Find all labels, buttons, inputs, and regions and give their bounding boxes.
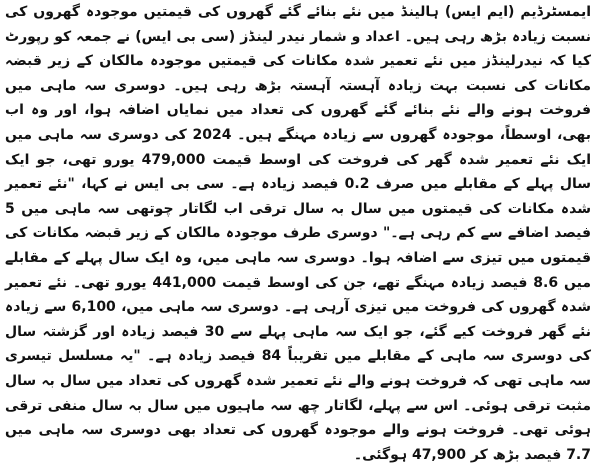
article-body: ایمسٹرڈیم (ایم ایس) ہالینڈ میں نئے بنائے گئے گھروں کی قیمتیں موجودہ گھروں کی نسبت زیادہ بڑھ رہی ہیں۔ اعداد و شمار نیدر لینڈز (سی بی ایس) نے جمعہ کو رپورٹ کیا کہ نیدرلینڈز میں نئے تعمیر شدہ مکانات کی قیمتیں موجودہ مالکان کے زیر قبضہ مکانات کی نسبت بہت زیادہ آہستہ آہستہ بڑھ رہی ہیں۔ دوسری سہ ماہی میں فروخت ہونے والے نئے بنائے گئے گھروں کی تعداد میں نمایاں اضافہ ہوا، اور وہ اب بھی، اوسطاً، موجودہ گھروں سے زیادہ مہنگے ہیں۔ 2024 کی دوسری سہ ماہی میں ایک نئے تعمیر شدہ گھر کی فروخت کی اوسط قیمت 479,000 یورو تھی، جو ایک سال پہلے کے مقابلے میں صرف 0.2 فیصد زیادہ ہے۔ سی بی ایس نے کہا، "نئے تعمیر شدہ مکانات کی قیمتوں میں سال بہ سال ترقی اب لگاتار چوتھی سہ ماہی میں 5 فیصد اضافے سے کم رہی ہے۔" دوسری طرف موجودہ مالکان کے زیر قبضہ مکانات کی قیمتوں میں تیزی سے اضافہ ہوا۔ دوسری سہ ماہی میں، وہ ایک سال پہلے کے مقابلے میں 8.6 فیصد زیادہ مہنگے تھے، جن کی اوسط قیمت 441,000 یورو تھی۔ نئے تعمیر شدہ گھروں کی فروخت میں تیزی آرہی ہے۔ دوسری سہ ماہی میں، 6,100 سے زیادہ نئے گھر فروخت کیے گئے، جو ایک سہ ماہی پہلے سے 30 فیصد زیادہ اور گزشتہ سال کی دوسری سہ ماہی کے مقابلے میں تقریباً 84 فیصد زیادہ ہے۔ "یہ مسلسل تیسری سہ ماہی تھی کہ فروخت ہونے والے نئے تعمیر شدہ گھروں کی تعداد میں سال بہ سال مثبت ترقی ہوئی۔ اس سے پہلے، لگاتار چھ سہ ماہیوں میں سال بہ سال منفی ترقی ہوئی تھی۔ فروخت ہونے والے موجودہ گھروں کی تعداد بھی دوسری سہ ماہی میں 7.7 فیصد بڑھ کر 47,900 ہوگئی۔ — [5, 4, 592, 463]
